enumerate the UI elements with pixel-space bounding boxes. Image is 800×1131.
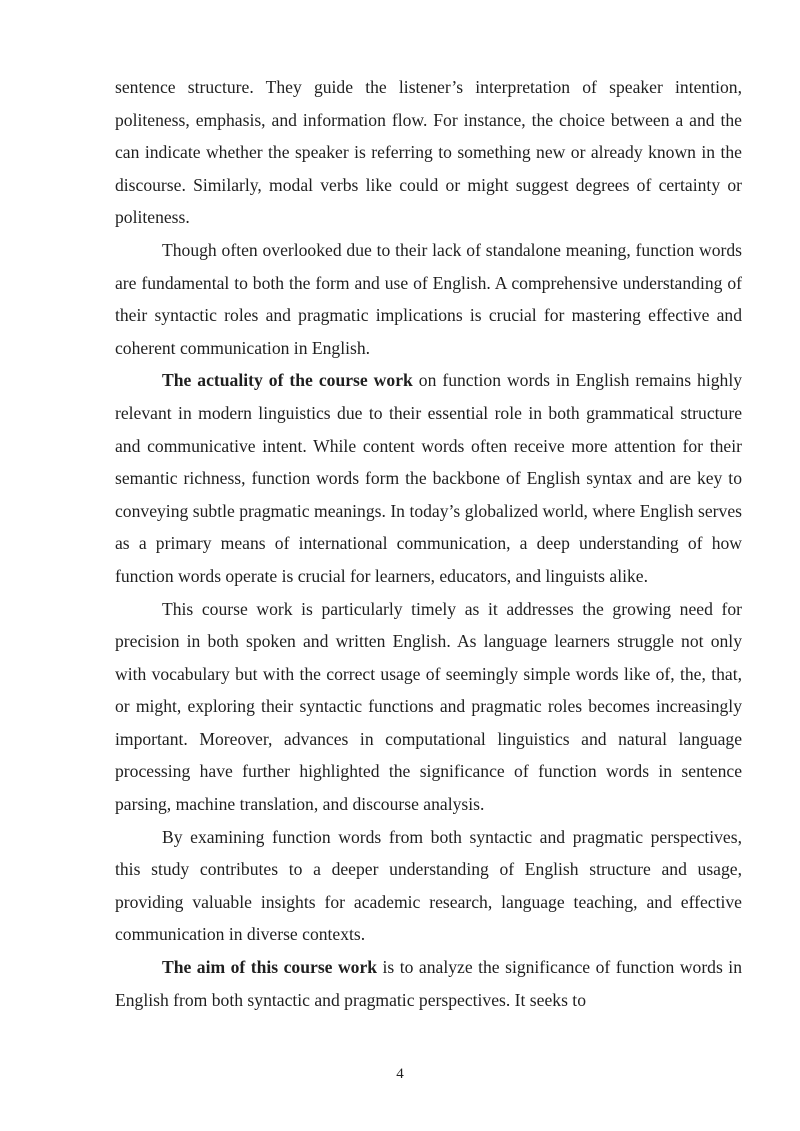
page-number: 4 <box>396 1066 404 1082</box>
paragraph-contribution <box>115 821 742 951</box>
paragraph-text: is to analyze the significance of function words in English from both syntactic and pragmatic perspectives. It seeks to <box>115 957 742 1010</box>
paragraph-text: This course work is particularly timely as it addresses the growing need for precision in both spoken and written English. As language learners struggle not only with vocabulary but with the correct usage of seemingly simple words like of, the, that, or might, exploring their syntactic functions and pragmatic roles becomes increasingly important. Moreover, advances in computational linguistics and natural language processing have further highlighted the significance of function words in sentence parsing, machine translation, and discourse analysis. <box>115 598 742 815</box>
paragraph-bold-lead: The actuality of the course work <box>162 370 413 391</box>
document-page <box>115 71 742 1016</box>
paragraph-function-words-importance <box>115 234 742 364</box>
paragraph-bold-lead: The aim of this course work <box>162 957 378 978</box>
paragraph-aim <box>115 951 742 1016</box>
paragraph-text: sentence structure. They guide the listener’s interpretation of speaker intention, politeness, emphasis, and information flow. For instance, the choice between a and the can indicate whether the speaker is referring to something new or already known in the discourse. Similarly, modal verbs like could or might suggest degrees of certainty or politeness. <box>115 77 742 228</box>
paragraph-actuality <box>115 364 742 592</box>
paragraph-text: on function words in English remains highly relevant in modern linguistics due to their essential role in both grammatical structure and communicative intent. While content words often receive more attention for their semantic richness, function words form the backbone of English syntax and are key to conveying subtle pragmatic meanings. In today’s globalized world, where English serves as a primary means of international communication, a deep understanding of how function words operate is crucial for learners, educators, and linguists alike. <box>115 370 743 586</box>
paragraph-text: Though often overlooked due to their lack of standalone meaning, function words are fundamental to both the form and use of English. A comprehensive understanding of their syntactic roles and pragmatic implications is crucial for mastering effective and coherent communication in English. <box>115 239 742 358</box>
paragraph-continuation <box>115 71 742 234</box>
paragraph-text: By examining function words from both syntactic and pragmatic perspectives, this study contributes to a deeper understanding of English structure and usage, providing valuable insights for academic research, language teaching, and effective communication in diverse contexts. <box>115 826 742 945</box>
paragraph-timeliness <box>115 593 742 821</box>
